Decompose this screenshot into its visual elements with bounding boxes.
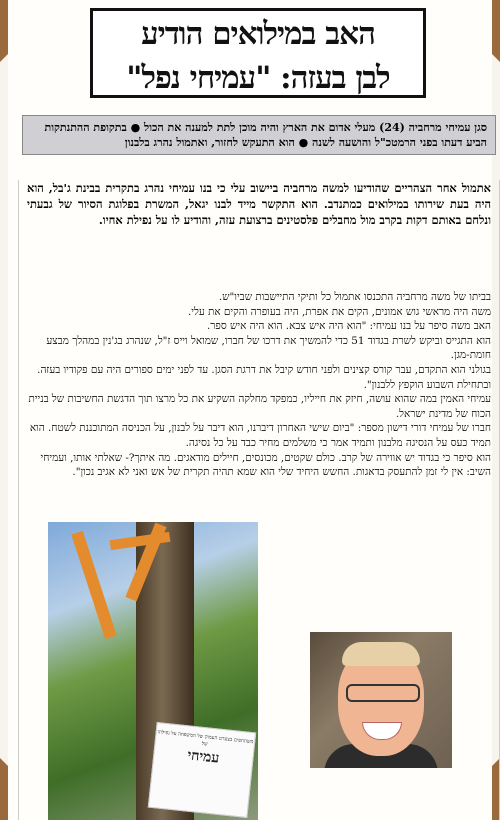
headline-line-2: לבן בעזה: "עמיחי נפל": [126, 60, 390, 96]
body-paragraph: הוא סיפר כי בגדוד יש אווירה של קרב. כולם שקטים, מכונסים, חיילים מודאגים. מה איתך?- שאלתי אותו, ועמיחי השיב: אין לי זמן להתעסק בדאגות. החשש היחיד שלי הוא שמא תהיה תקרית של אש ואני לא אגיב נכון".: [40, 451, 491, 479]
portrait-photo: [310, 632, 452, 768]
notice-name: עמיחי: [186, 747, 221, 767]
tree-memorial-photo: [48, 522, 258, 820]
subheadline-box: [22, 115, 496, 155]
body-paragraph: הוא התגייס וביקש לשרת בגדוד 51 כדי להמשיך את דרכו של חברו, שמואל וייס ז"ל, שנהרג בג'נין במהלך מבצע חומת-מגן.: [46, 334, 491, 362]
notice-text: משתתפים בצערם העמוק של המשפחה על נפילתו של: [157, 729, 254, 748]
body-paragraph: משה היה מראשי גוש אמונים, הקים את אפרת, היה בעופרה והקים את עלי.: [187, 305, 491, 318]
body-paragraph: בביתו של משה מרחביה התכנסו אתמול כל ותיקי התיישבות שביו"ש.: [218, 291, 491, 303]
portrait-hair: [342, 642, 420, 666]
body-paragraph: האב משה סיפר על בנו עמיחי: "הוא היה איש צבא. הוא היה איש ספר.: [206, 320, 491, 333]
body-paragraph: עמיחי האמין במה שהוא עושה, חיזק את חייליו, כמפקד מחלקה השקיע את כל מרצו תוך הדגשת החשיבות של בניית הכוח של מדינת ישראל.: [28, 393, 491, 420]
lead-paragraph: אתמול אחר הצהריים שהודיעו למשה מרחביה ביישוב עלי כי בנו עמיחי נהרג בתקרית בבינת ג'בל, הוא היה בעת שירותו במילואים כמתנדב. הוא התקשר מייד לבנו יגאל, המשרת בפלוגת הסיור של גבעתי ונלחם באותם דקות בקרב מול מחבלים פלסטינים ברצועת עזה, והודיע לו על נפילת אחיו.: [27, 181, 491, 227]
article-body: [27, 290, 491, 480]
memorial-notice: [148, 722, 256, 818]
glasses-icon: [346, 684, 420, 702]
newspaper-clipping: [8, 0, 492, 820]
subheadline: סגן עמיחי מרחביה (24) מעלי אדום את הארץ והיה מוכן לתת למענה את הכול ● בתקופת ההתנתקות הביע דעתו בפני הרמטכ"ל והושעה לשנה ● הוא התעקש לחזור, ואתמול נהרג בלבנון: [44, 121, 487, 149]
body-paragraph: בגולני הוא התקדם, עבר קורס קצינים ולפני חודש קיבל את דרגת הסגן. עד לפני ימים ספורים היה עם פקודיו בעזה. ובתחילת השבוע הוקפץ ללבנון".: [37, 363, 491, 391]
headline-line-1: האב במילואים הודיע: [141, 16, 375, 52]
headline-box: [90, 8, 426, 98]
body-paragraph: חברו של עמיחי דורי דישון מספר: "ביום שישי האחרון דיברנו, הוא דיבר על לבנון, על הכניסה המתוכננת לשטח. הוא תמיד כעס על הנסיגה מלבנון ותמיד אמר כי משלמים מחיר כבד על כל נסיגה.: [29, 422, 491, 449]
